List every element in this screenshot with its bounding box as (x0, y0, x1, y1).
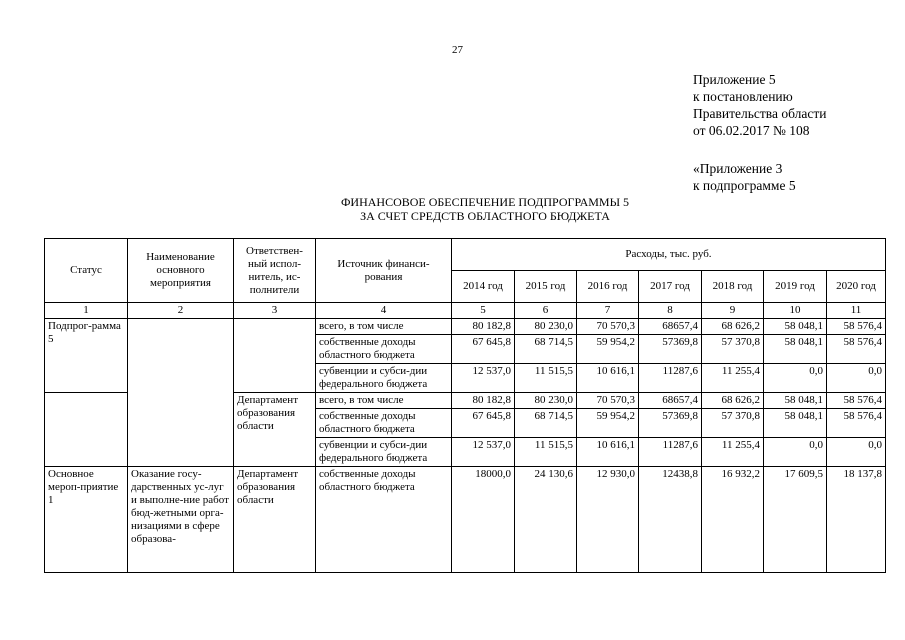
cell-value: 10 616,1 (577, 438, 639, 467)
header-year: 2018 год (702, 271, 764, 303)
cell-value: 17 609,5 (764, 467, 827, 573)
cell-value: 70 570,3 (577, 319, 639, 335)
column-number: 6 (515, 303, 577, 319)
cell-responsible: Департамент образования области (234, 467, 316, 573)
cell-source: собственные доходы областного бюджета (316, 409, 452, 438)
financing-table (44, 238, 886, 573)
cell-source: собственные доходы областного бюджета (316, 467, 452, 573)
column-number: 1 (45, 303, 128, 319)
cell-value: 11287,6 (639, 438, 702, 467)
header-status: Статус (45, 239, 128, 303)
cell-value: 67 645,8 (452, 335, 515, 364)
cell-value: 58 576,4 (827, 409, 886, 438)
header-responsible: Ответствен-ный испол-нитель, ис-полнители (234, 239, 316, 303)
cell-value: 57369,8 (639, 409, 702, 438)
cell-value: 58 048,1 (764, 335, 827, 364)
cell-source: субвенции и субси-дии федерального бюджета (316, 438, 452, 467)
cell-value: 59 954,2 (577, 335, 639, 364)
cell-value: 0,0 (764, 364, 827, 393)
cell-status: Подпрог-рамма 5 (45, 319, 128, 393)
cell-name: Оказание госу-дарственных ус-луг и выполне-ние работ бюд-жетными орга-низациями в сфере образова- (128, 467, 234, 573)
cell-value: 0,0 (827, 438, 886, 467)
cell-value: 11 255,4 (702, 438, 764, 467)
column-number: 8 (639, 303, 702, 319)
header-year: 2020 год (827, 271, 886, 303)
cell-value: 67 645,8 (452, 409, 515, 438)
cell-value: 12 537,0 (452, 438, 515, 467)
column-number: 4 (316, 303, 452, 319)
cell-status (45, 393, 128, 467)
cell-value: 58 048,1 (764, 319, 827, 335)
header-year: 2015 год (515, 271, 577, 303)
cell-value: 16 932,2 (702, 467, 764, 573)
cell-value: 0,0 (764, 438, 827, 467)
cell-value: 68 626,2 (702, 393, 764, 409)
header-year: 2016 год (577, 271, 639, 303)
cell-value: 68657,4 (639, 319, 702, 335)
cell-value: 57 370,8 (702, 335, 764, 364)
cell-value: 10 616,1 (577, 364, 639, 393)
cell-responsible (234, 319, 316, 393)
cell-value: 18000,0 (452, 467, 515, 573)
header-year: 2017 год (639, 271, 702, 303)
cell-value: 58 048,1 (764, 393, 827, 409)
cell-value: 80 230,0 (515, 393, 577, 409)
cell-name (128, 319, 234, 467)
table-row (45, 319, 886, 335)
cell-value: 11 515,5 (515, 364, 577, 393)
cell-source: всего, в том числе (316, 393, 452, 409)
header-name: Наименование основного мероприятия (128, 239, 234, 303)
document-title-line: ФИНАНСОВОЕ ОБЕСПЕЧЕНИЕ ПОДПРОГРАММЫ 5 (340, 195, 630, 209)
column-number: 9 (702, 303, 764, 319)
column-number: 11 (827, 303, 886, 319)
cell-value: 11 515,5 (515, 438, 577, 467)
document-title (0, 195, 905, 223)
header-source: Источник финанси-рования (316, 239, 452, 303)
cell-value: 68 714,5 (515, 409, 577, 438)
appendix-line: Правительства области (693, 106, 827, 121)
cell-value: 24 130,6 (515, 467, 577, 573)
page-number: 27 (452, 44, 463, 56)
cell-value: 68 714,5 (515, 335, 577, 364)
table-row (45, 467, 886, 573)
cell-value: 58 576,4 (827, 393, 886, 409)
cell-value: 58 048,1 (764, 409, 827, 438)
header-year: 2014 год (452, 271, 515, 303)
cell-value: 12 930,0 (577, 467, 639, 573)
cell-value: 11287,6 (639, 364, 702, 393)
cell-value: 59 954,2 (577, 409, 639, 438)
cell-value: 80 182,8 (452, 393, 515, 409)
column-number: 10 (764, 303, 827, 319)
appendix-line: Приложение 5 (693, 72, 776, 87)
cell-value: 68 626,2 (702, 319, 764, 335)
cell-value: 70 570,3 (577, 393, 639, 409)
cell-value: 57369,8 (639, 335, 702, 364)
cell-source: собственные доходы областного бюджета (316, 335, 452, 364)
column-number: 5 (452, 303, 515, 319)
cell-value: 68657,4 (639, 393, 702, 409)
cell-source: субвенции и субси-дии федерального бюджета (316, 364, 452, 393)
cell-source: всего, в том числе (316, 319, 452, 335)
cell-value: 12438,8 (639, 467, 702, 573)
appendix-reference-block (693, 160, 796, 194)
appendix-block (693, 71, 826, 139)
column-number: 2 (128, 303, 234, 319)
column-number: 3 (234, 303, 316, 319)
cell-value: 0,0 (827, 364, 886, 393)
appendix-line: к постановлению (693, 89, 793, 104)
cell-status: Основное мероп-приятие 1 (45, 467, 128, 573)
header-expenses: Расходы, тыс. руб. (452, 239, 886, 271)
cell-responsible: Департамент образования области (234, 393, 316, 467)
cell-value: 12 537,0 (452, 364, 515, 393)
cell-value: 80 230,0 (515, 319, 577, 335)
appendix-reference-line: «Приложение 3 (693, 161, 783, 176)
cell-value: 80 182,8 (452, 319, 515, 335)
cell-value: 58 576,4 (827, 335, 886, 364)
cell-value: 18 137,8 (827, 467, 886, 573)
column-number: 7 (577, 303, 639, 319)
header-year: 2019 год (764, 271, 827, 303)
cell-value: 57 370,8 (702, 409, 764, 438)
cell-value: 58 576,4 (827, 319, 886, 335)
appendix-line: от 06.02.2017 № 108 (693, 123, 810, 138)
appendix-reference-line: к подпрограмме 5 (693, 178, 796, 193)
cell-value: 11 255,4 (702, 364, 764, 393)
document-title-line: ЗА СЧЕТ СРЕДСТВ ОБЛАСТНОГО БЮДЖЕТА (360, 209, 610, 223)
